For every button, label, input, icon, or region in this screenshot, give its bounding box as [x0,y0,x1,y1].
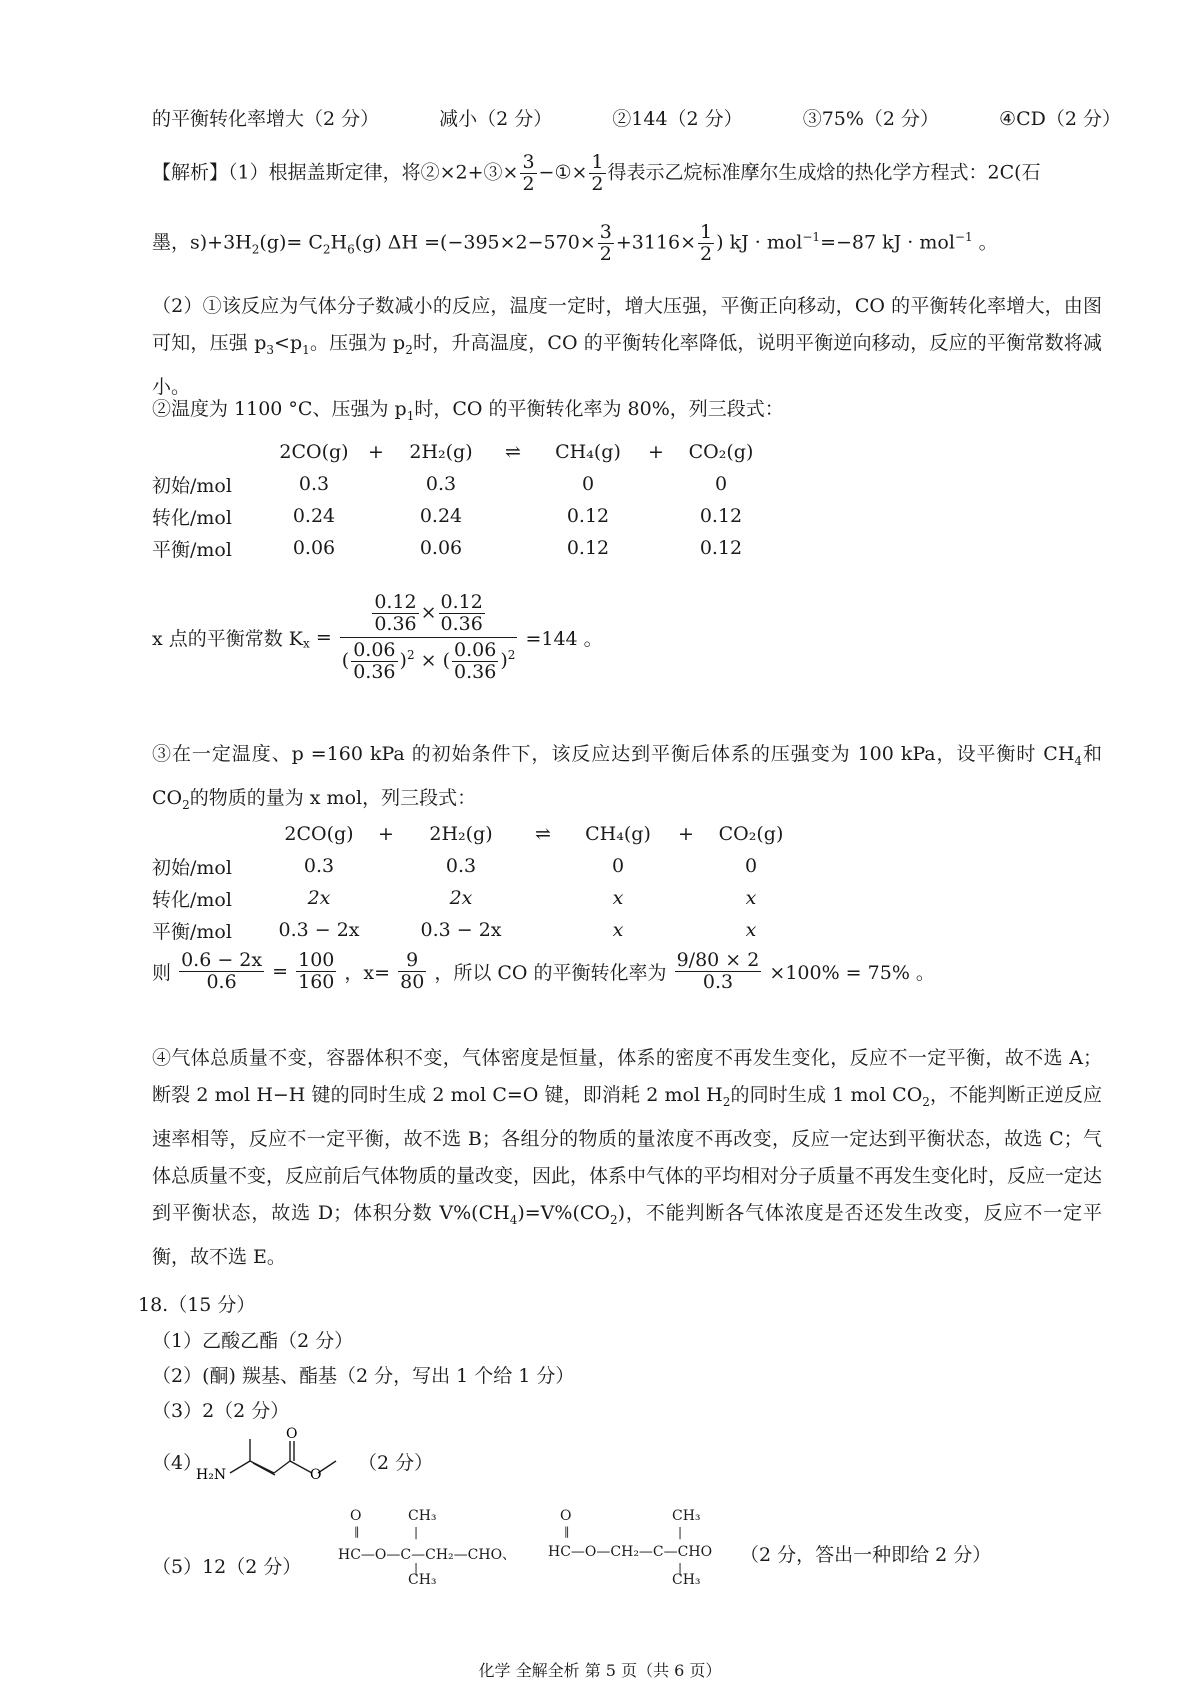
fraction: $\frac{3}{2}$ [522,151,535,195]
question-18-title: 18.（15 分） [138,1294,256,1316]
answer-line-17: 的平衡转化率增大（2 分） 减小（2 分） ②144（2 分） ③75%（2 分） ④CD（2 分） [152,108,1121,130]
table-row: 初始/mol 0.3 0.3 0 0 [152,855,758,879]
oxygen-label: O [286,1426,298,1442]
q18-answer-3: （3）2（2 分） [152,1400,290,1422]
fraction: $\frac{3}{2}$ [599,221,612,265]
q18-answer-4-label: （4） [152,1452,203,1474]
q18-answer-2: （2）(酮) 羰基、酯基（2 分，写出 1 个给 1 分） [152,1365,575,1387]
table-row: 初始/mol 0.3 0.3 0 0 [152,473,728,497]
q18-answer-5-score: （2 分，答出一种即给 2 分） [740,1544,992,1566]
analysis-paragraph-2-4: ④气体总质量不变，容器体积不变，气体密度是恒量，体系的密度不再发生变化，反应不一定平衡，故不选 A；断裂 2 mol H−H 键的同时生成 2 mol C=O 键，即消耗 2 mol $H_2$的同时生成 1 mol $CO_2$，不能判断正逆反应速率相等，反应不一定平衡，故不选 B；各组分的物质的量浓度不再改变，反应一定达到平衡状态，故选 C；气体总质量不变，反应前后气体物质的量改变，因此，体系中气体的平均相对分子质量不再发生变化时，反应一定达到平衡状态，故选 D；体积分数 $V\%(CH_4)=V\%(CO_2)$，不能判断各气体浓度是否还发生改变，反应不一定平衡，故不选 E。 [152,1047,1103,1268]
three-stage-table-1 [152,436,766,564]
table-row: 转化/mol 0.24 0.24 0.12 0.12 [152,505,743,529]
table-row: 平衡/mol 0.06 0.06 0.12 0.12 [152,537,743,561]
analysis-paragraph-2-2: ②温度为 1100 °C、压强为 $p_1$时，CO 的平衡转化率为 80%，列三段式： [152,398,784,423]
amine-label: H₂N [196,1467,227,1483]
fraction: $\frac{1}{2}$ [591,151,604,195]
structure-5-option-1: O ‖ CH₃ | HC—O—C—CH₂—CHO、 | CH₃ [338,1508,517,1588]
q18-answer-5-label: （5）12（2 分） [152,1556,302,1578]
analysis-line-1: 【解析】（1）根据盖斯定律，将②×2+③× $\frac{3}{2}$ −①× $\frac{1}{2}$ 得表示乙烷标准摩尔生成焓的热化学方程式：2C(石 [152,151,1041,195]
structure-4-skeletal [190,1425,350,1487]
kx-fraction: $\frac{0.12}{0.36}$ × $\frac{0.12}{0.36}$ ( $\frac{0.06}{0.36}$ )$^2$ × ( $\frac{0.06}{0.36}$ )$^2$ [341,591,516,683]
three-stage-table-2 [152,818,796,946]
table-header-row: 2CO(g) + 2H₂(g) ⇌ CH₄(g) + CO₂(g) [279,441,754,463]
oxygen-label: O [310,1467,322,1483]
analysis-paragraph-2-1: （2）①该反应为气体分子数减小的反应，温度一定时，增大压强，平衡正向移动，CO 的平衡转化率增大，由图可知，压强 $p_3<p_1$。压强为 $p_2$时，升高温度，CO 的平衡转化率降低，说明平衡逆向移动，反应的平衡常数将减小。 [152,295,1103,398]
structure-5-option-2: O ‖ CH₃ | HC—O—CH₂—C—CHO | CH₃ [548,1508,713,1588]
fraction: $\frac{1}{2}$ [700,221,713,265]
page-footer: 化学 全解全析 第 5 页（共 6 页） [478,1661,722,1680]
table-row: 转化/mol 2x 2x x x [152,887,757,911]
analysis-line-2: 墨，$s)+3H_2(g)= C_2H_6(g)$ ΔH =(−395×2−570× $\frac{3}{2}$ +3116× $\frac{1}{2}$ ) kJ · mol$^{-1}$=−87 kJ · mol$^{-1}$ 。 [152,221,998,265]
conversion-equation: 则 $\frac{0.6 - 2x}{0.6}$ = $\frac{100}{160}$ ，x= $\frac{9}{80}$ ，所以 CO 的平衡转化率为 $\frac{9/80 \times 2}{0.3}$ ×100% = 75% 。 [152,949,935,993]
analysis-paragraph-2-3: ③在一定温度、p =160 kPa 的初始条件下，该反应达到平衡后体系的压强变为 100 kPa，设平衡时 $CH_4$和 $CO_2$的物质的量为 x mol，列三段式： [152,743,1102,812]
table-header-row: 2CO(g) + 2H₂(g) ⇌ CH₄(g) + CO₂(g) [284,823,784,845]
kx-equation: x 点的平衡常数 $K_x$ = $\frac{0.12}{0.36}$ × $\frac{0.12}{0.36}$ ( $\frac{0.06}{0.36}$ )$^2$ × ( $\frac{0.06}{0.36}$ )$^2$ =144 。 [152,591,603,683]
table-row: 平衡/mol 0.3 − 2x 0.3 − 2x x x [152,919,757,943]
q18-answer-4-score: （2 分） [358,1452,434,1474]
q18-answer-1: （1）乙酸乙酯（2 分） [152,1330,354,1352]
